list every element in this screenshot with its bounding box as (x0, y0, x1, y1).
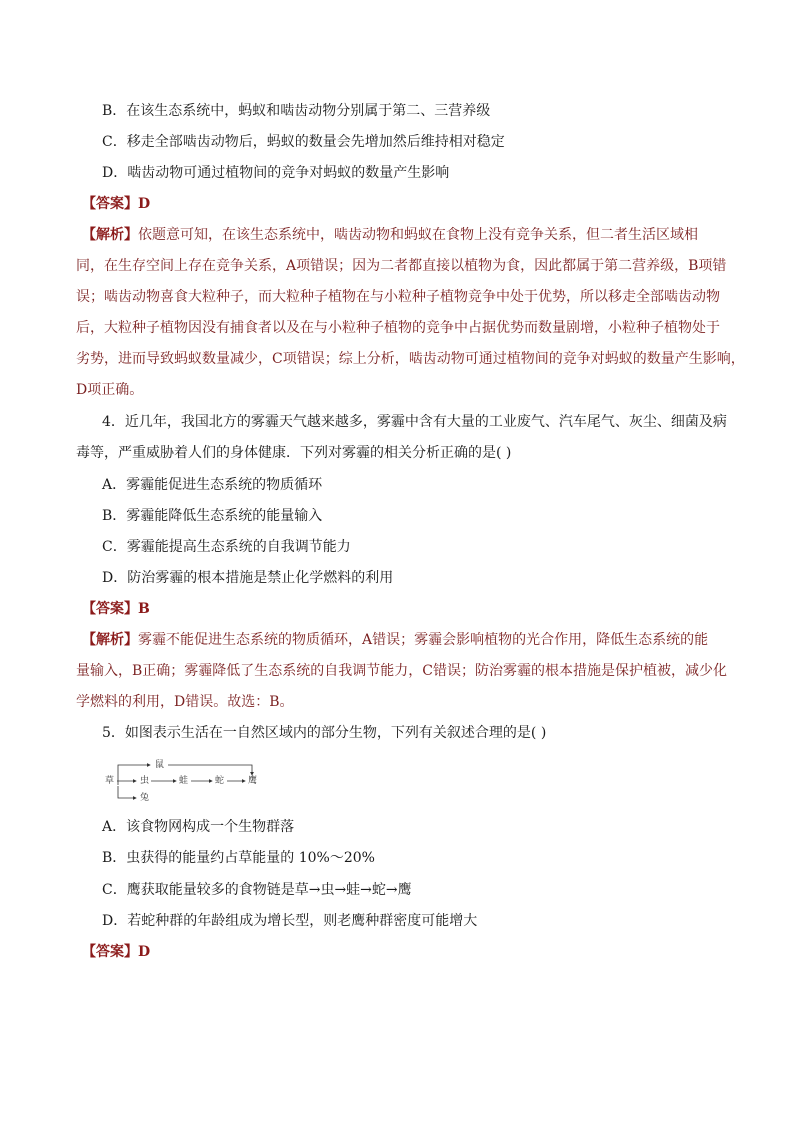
q4-option-c: C．雾霾能提高生态系统的自我调节能力 (102, 539, 351, 555)
q3-analysis-line-6: D项正确。 (76, 382, 144, 398)
answer-value: B (138, 601, 150, 617)
node-mouse: 鼠 (155, 760, 165, 770)
q4-stem-line-1: 4．近几年，我国北方的雾霾天气越来越多，雾霾中含有大量的工业废气、汽车尾气、灰尘、细菌及病 (102, 414, 727, 430)
q4-stem-line-2: 毒等，严重威胁着人们的身体健康．下列对雾霾的相关分析正确的是( ) (76, 445, 512, 461)
q4-answer (82, 600, 150, 618)
answer-value: D (138, 196, 151, 212)
q4-analysis-line-3: 学燃料的利用，D错误。故选：B。 (76, 694, 294, 710)
analysis-tag: 【解析】 (82, 632, 138, 648)
q3-option-c: C．移走全部啮齿动物后，蚂蚁的数量会先增加然后维持相对稳定 (102, 134, 505, 150)
q5-option-b: B．虫获得的能量约占草能量的 10%～20% (102, 850, 375, 866)
q5-option-d: D．若蛇种群的年龄组成为增长型，则老鹰种群密度可能增大 (102, 913, 478, 929)
q3-analysis-line-2: 同，在生存空间上存在竞争关系，A项错误；因为二者都直接以植物为食，因此都属于第二营养级，B项错 (76, 258, 727, 274)
answer-tag: 【答案】 (82, 601, 138, 617)
q4-analysis-line-2: 量输入，B正确；雾霾降低了生态系统的自我调节能力，C错误；防治雾霾的根本措施是保护植被，减少化 (76, 663, 727, 679)
node-rabbit: 兔 (140, 793, 150, 803)
q3-analysis-line-4: 后，大粒种子植物因没有捕食者以及在与小粒种子植物的竞争中占据优势而数量剧增，小粒种子植物处于 (76, 320, 720, 336)
q4-option-a: A．雾霾能促进生态系统的物质循环 (102, 477, 323, 493)
answer-tag: 【答案】 (82, 944, 138, 960)
q5-answer (82, 943, 150, 961)
node-eagle: 鹰 (248, 776, 258, 786)
q3-answer (82, 195, 150, 213)
food-web-diagram (100, 758, 270, 808)
answer-value: D (138, 944, 151, 960)
node-insect: 虫 (140, 776, 150, 786)
arrow-grass-rabbit (118, 786, 136, 798)
answer-tag: 【答案】 (82, 196, 138, 212)
arrow-mouse-eagle (168, 765, 252, 775)
q3-option-d: D．啮齿动物可通过植物间的竞争对蚂蚁的数量产生影响 (102, 165, 450, 181)
q5-option-c: C．鹰获取能量较多的食物链是草→虫→蛙→蛇→鹰 (102, 882, 412, 898)
node-frog: 蛙 (179, 776, 189, 786)
analysis-tag: 【解析】 (82, 227, 138, 243)
node-snake: 蛇 (215, 776, 225, 786)
q3-analysis-line-3: 误；啮齿动物喜食大粒种子，而大粒种子植物在与小粒种子植物竞争中处于优势，所以移走全部啮齿动物 (76, 289, 720, 305)
q3-analysis-line-1: 【解析】依题意可知，在该生态系统中，啮齿动物和蚂蚁在食物上没有竞争关系，但二者生活区域相 (82, 227, 698, 243)
q5-option-a: A．该食物网构成一个生物群落 (102, 819, 295, 835)
q4-option-b: B．雾霾能降低生态系统的能量输入 (102, 508, 323, 524)
node-grass: 草 (105, 776, 115, 786)
q4-analysis-line-1: 【解析】雾霾不能促进生态系统的物质循环，A错误；雾霾会影响植物的光合作用，降低生态系统的能 (82, 632, 709, 648)
q5-stem: 5．如图表示生活在一自然区域内的部分生物，下列有关叙述合理的是( ) (102, 725, 547, 741)
q4-option-d: D．防治雾霾的根本措施是禁止化学燃料的利用 (102, 570, 394, 586)
q3-option-b: B．在该生态系统中，蚂蚁和啮齿动物分别属于第二、三营养级 (102, 103, 491, 119)
q3-analysis-line-5: 劣势，进而导致蚂蚁数量减少，C项错误；综上分析，啮齿动物可通过植物间的竞争对蚂蚁的数量产生影响， (76, 351, 745, 367)
